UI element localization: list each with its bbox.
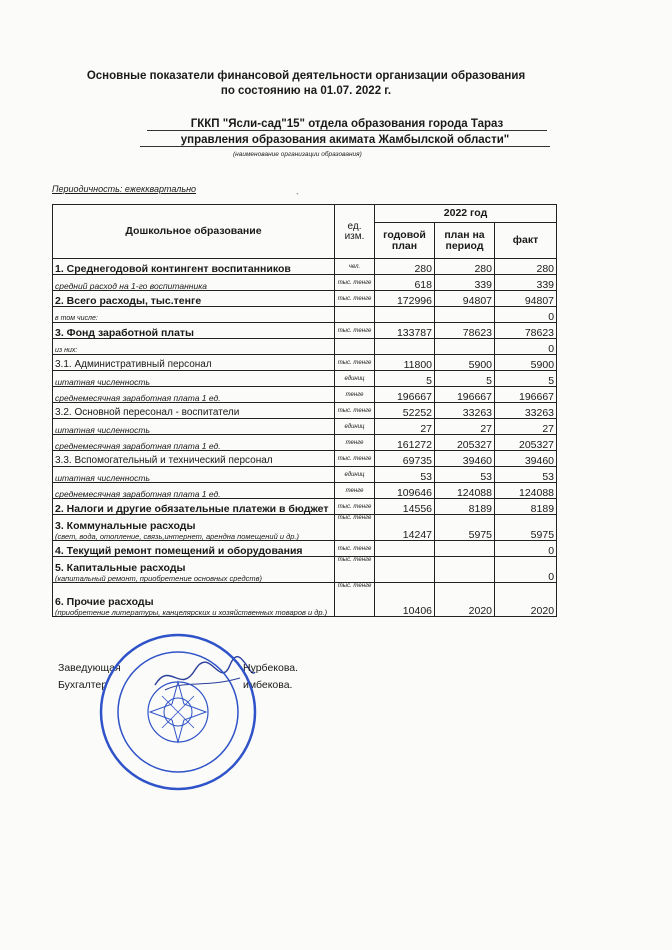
accountant-name: имбекова.: [243, 679, 293, 691]
row-plan-period: 8189: [435, 499, 495, 515]
table-row: [53, 403, 557, 419]
row-plan-period: 94807: [435, 291, 495, 307]
row-unit: [335, 307, 375, 323]
row-plan-year: 11800: [375, 355, 435, 371]
table-row: [53, 483, 557, 499]
row-plan-period: [435, 541, 495, 557]
header-fact: факт: [495, 223, 557, 259]
row-unit: [335, 339, 375, 355]
table-row: [53, 323, 557, 339]
row-unit: тыс. тенге: [335, 355, 375, 371]
table-row: [53, 371, 557, 387]
row-label: 2. Всего расходы, тыс.тенге: [53, 291, 335, 307]
row-plan-period: 205327: [435, 435, 495, 451]
table-row: [53, 387, 557, 403]
row-label: 3.3. Вспомогательный и технический персонал: [53, 451, 335, 467]
row-plan-period: 53: [435, 467, 495, 483]
row-plan-period: 78623: [435, 323, 495, 339]
head-label: Заведующая: [58, 662, 121, 674]
row-plan-year: 172996: [375, 291, 435, 307]
table-row: [53, 557, 557, 583]
row-plan-year: 14247: [375, 515, 435, 541]
row-plan-period: 339: [435, 275, 495, 291]
row-unit: единиц: [335, 371, 375, 387]
organization-caption: (наименование организации образования): [233, 151, 362, 158]
row-label: в том числе:: [53, 307, 335, 323]
row-plan-year: 27: [375, 419, 435, 435]
row-plan-year: 53: [375, 467, 435, 483]
row-unit: единиц: [335, 419, 375, 435]
row-sublabel: (приобретение литературы, канцелярских и хозяйственных товаров и др.): [55, 607, 328, 617]
organization-authority: управления образования акимата Жамбылской области": [140, 134, 550, 147]
table-row: [53, 583, 557, 617]
table-row: [53, 499, 557, 515]
row-label: среднемесячная заработная плата 1 ед.: [53, 387, 335, 403]
row-plan-period: 2020: [435, 583, 495, 617]
row-fact: 5: [495, 371, 557, 387]
header-plan-period: план на период: [435, 223, 495, 259]
row-fact: 124088: [495, 483, 557, 499]
row-plan-year: 69735: [375, 451, 435, 467]
row-fact: 205327: [495, 435, 557, 451]
table-row: [53, 435, 557, 451]
row-plan-year: 280: [375, 259, 435, 275]
row-label: 5. Капитальные расходы (капитальный ремонт, приобретение основных средств): [53, 557, 335, 583]
row-unit: тенге: [335, 435, 375, 451]
row-plan-period: 27: [435, 419, 495, 435]
row-plan-year: 196667: [375, 387, 435, 403]
row-fact: 0: [495, 541, 557, 557]
row-unit: тыс. тенге: [335, 515, 375, 541]
row-plan-period: 5900: [435, 355, 495, 371]
table-row: [53, 259, 557, 275]
row-fact: 8189: [495, 499, 557, 515]
table-row: [53, 451, 557, 467]
row-unit: тыс. тенге: [335, 541, 375, 557]
row-unit: тенге: [335, 483, 375, 499]
row-plan-year: [375, 339, 435, 355]
head-name: Нурбекова.: [243, 662, 299, 674]
row-fact: 0: [495, 307, 557, 323]
row-plan-period: 39460: [435, 451, 495, 467]
row-fact: 39460: [495, 451, 557, 467]
row-plan-year: 133787: [375, 323, 435, 339]
row-unit: тыс. тенге: [335, 291, 375, 307]
row-label: 6. Прочие расходы (приобретение литературы, канцелярских и хозяйственных товаров и др.): [53, 583, 335, 617]
report-title: Основные показатели финансовой деятельности организации образования: [86, 70, 526, 82]
row-label: 3. Фонд заработной платы: [53, 323, 335, 339]
row-fact: 27: [495, 419, 557, 435]
row-label: 2. Налоги и другие обязательные платежи в бюджет: [53, 499, 335, 515]
row-label: 4. Текущий ремонт помещений и оборудования: [53, 541, 335, 557]
row-plan-year: 10406: [375, 583, 435, 617]
row-fact: 280: [495, 259, 557, 275]
row-unit: тыс. тенге: [335, 451, 375, 467]
row-sublabel: (капитальный ремонт, приобретение основных средств): [55, 573, 263, 583]
row-fact: 0: [495, 339, 557, 355]
row-fact: 196667: [495, 387, 557, 403]
row-label: среднемесячная заработная плата 1 ед.: [53, 435, 335, 451]
row-plan-year: 161272: [375, 435, 435, 451]
row-plan-year: 5: [375, 371, 435, 387]
row-label: штатная численность: [53, 419, 335, 435]
row-unit: тыс. тенге: [335, 323, 375, 339]
row-fact: 2020: [495, 583, 557, 617]
row-label: 1. Среднегодовой контингент воспитанников: [53, 259, 335, 275]
scan-mark: `: [296, 192, 299, 202]
table-row: [53, 541, 557, 557]
table-row: [53, 515, 557, 541]
row-plan-period: 5: [435, 371, 495, 387]
row-fact: 5900: [495, 355, 557, 371]
row-plan-year: 618: [375, 275, 435, 291]
table-row: [53, 275, 557, 291]
row-plan-period: 124088: [435, 483, 495, 499]
header-section: Дошкольное образование: [53, 205, 335, 259]
table-row: [53, 339, 557, 355]
row-unit: тенге: [335, 387, 375, 403]
table-row: [53, 307, 557, 323]
row-plan-period: [435, 339, 495, 355]
row-label: из них:: [53, 339, 335, 355]
row-fact: 78623: [495, 323, 557, 339]
row-unit: тыс. тенге: [335, 499, 375, 515]
row-fact: 94807: [495, 291, 557, 307]
row-label: штатная численность: [53, 467, 335, 483]
row-unit: тыс. тенге: [335, 583, 375, 617]
row-label: средний расход на 1-го воспитанника: [53, 275, 335, 291]
table-row: [53, 355, 557, 371]
row-plan-year: 52252: [375, 403, 435, 419]
row-fact: 33263: [495, 403, 557, 419]
row-unit: единиц: [335, 467, 375, 483]
row-plan-period: [435, 307, 495, 323]
row-plan-period: 280: [435, 259, 495, 275]
row-plan-year: 109646: [375, 483, 435, 499]
row-label: 3. Коммунальные расходы (свет, вода, отопление, связь,интернет, арендна помещений и др.): [53, 515, 335, 541]
table-row: [53, 419, 557, 435]
row-label: среднемесячная заработная плата 1 ед.: [53, 483, 335, 499]
row-plan-period: 33263: [435, 403, 495, 419]
report-date: по состоянию на 01.07. 2022 г.: [220, 85, 392, 97]
row-plan-period: [435, 557, 495, 583]
organization-name: ГККП "Ясли-сад"15" отдела образования города Тараз: [147, 118, 547, 131]
header-plan-year: годовой план: [375, 223, 435, 259]
row-label: штатная численность: [53, 371, 335, 387]
row-fact: 5975: [495, 515, 557, 541]
row-unit: тыс. тенге: [335, 403, 375, 419]
row-plan-year: [375, 541, 435, 557]
table-row: [53, 467, 557, 483]
periodicity: Периодичность: ежекквартально: [52, 184, 197, 194]
row-plan-period: 196667: [435, 387, 495, 403]
row-plan-year: [375, 307, 435, 323]
row-unit: тыс. тенге: [335, 275, 375, 291]
row-plan-year: [375, 557, 435, 583]
row-fact: 0: [495, 557, 557, 583]
row-fact: 339: [495, 275, 557, 291]
row-fact: 53: [495, 467, 557, 483]
header-unit: ед. изм.: [335, 205, 375, 259]
row-unit: чел.: [335, 259, 375, 275]
row-plan-period: 5975: [435, 515, 495, 541]
row-unit: тыс. тенге: [335, 557, 375, 583]
header-year: 2022 год: [375, 205, 557, 223]
row-plan-year: 14556: [375, 499, 435, 515]
row-label: 3.2. Основной пересонал - воспитатели: [53, 403, 335, 419]
official-stamp: [98, 632, 258, 792]
row-label: 3.1. Административный персонал: [53, 355, 335, 371]
accountant-label: Бухгалтер: [58, 679, 108, 691]
financial-table: [52, 204, 557, 617]
table-row: [53, 291, 557, 307]
row-sublabel: (свет, вода, отопление, связь,интернет, арендна помещений и др.): [55, 531, 299, 541]
